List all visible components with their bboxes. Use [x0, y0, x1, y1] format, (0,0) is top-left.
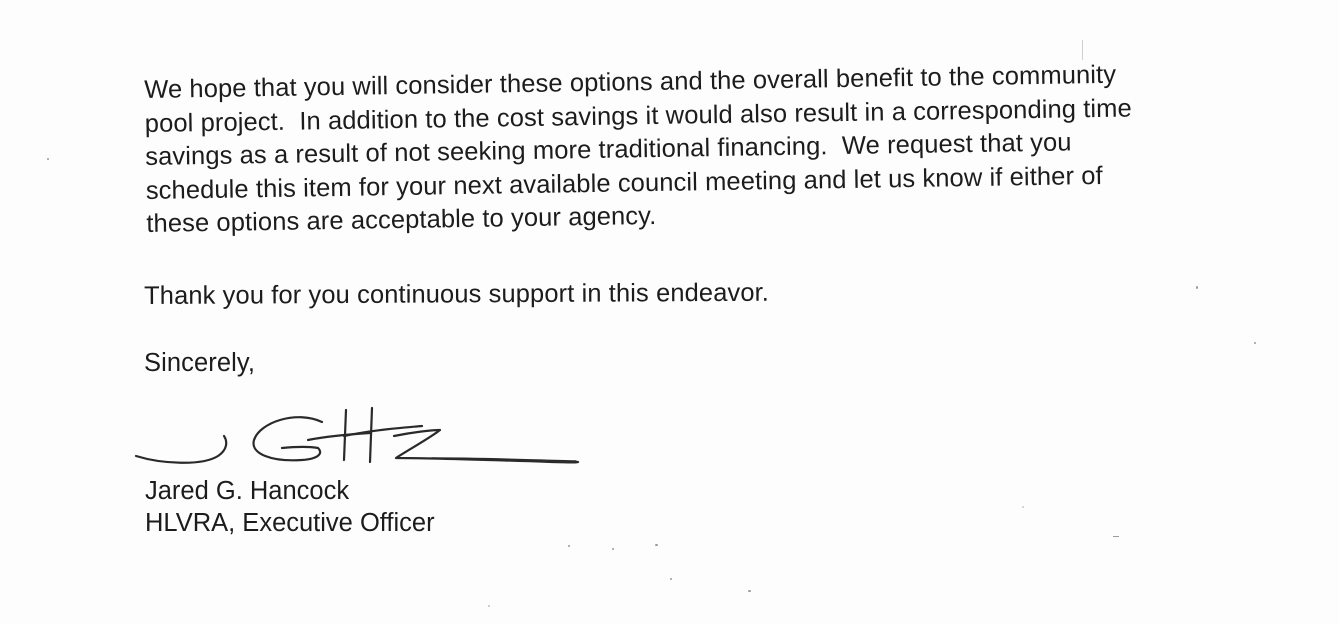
- body-paragraph: [144, 56, 1266, 241]
- thanks-paragraph: [144, 274, 1264, 313]
- scan-speck: [568, 545, 570, 547]
- scan-speck: [670, 578, 672, 580]
- thanks-line: Thank you for you continuous support in this endeavor.: [144, 278, 770, 310]
- scan-speck: [1113, 536, 1119, 537]
- signer-block: [145, 475, 435, 539]
- scan-speck: [1082, 40, 1083, 60]
- closing-line: Sincerely,: [144, 349, 256, 377]
- signer-name: Jared G. Hancock: [145, 477, 350, 505]
- scan-speck: [47, 158, 49, 160]
- scan-speck: [748, 590, 751, 592]
- scan-speck: [655, 544, 658, 546]
- body-line-1: We hope that you will consider these options and the overall benefit to the community: [144, 60, 1117, 104]
- closing-paragraph: [144, 347, 1264, 381]
- scan-speck: [612, 548, 614, 550]
- signature-image: [132, 400, 592, 480]
- body-line-5: these options are acceptable to your agency.: [146, 201, 657, 238]
- scan-speck: [488, 605, 490, 607]
- body-line-3: savings as a result of not seeking more traditional financing. We request that you: [145, 128, 1072, 171]
- scan-speck: [1022, 506, 1024, 508]
- scan-speck: [1196, 286, 1198, 289]
- handwritten-signature: [132, 400, 592, 480]
- body-line-2: pool project. In addition to the cost savings it would also result in a corresponding time: [144, 93, 1133, 138]
- body-line-4: schedule this item for your next available council meeting and let us know if either of: [145, 161, 1103, 205]
- signer-title: HLVRA, Executive Officer: [145, 509, 435, 537]
- scan-speck: [1254, 342, 1256, 344]
